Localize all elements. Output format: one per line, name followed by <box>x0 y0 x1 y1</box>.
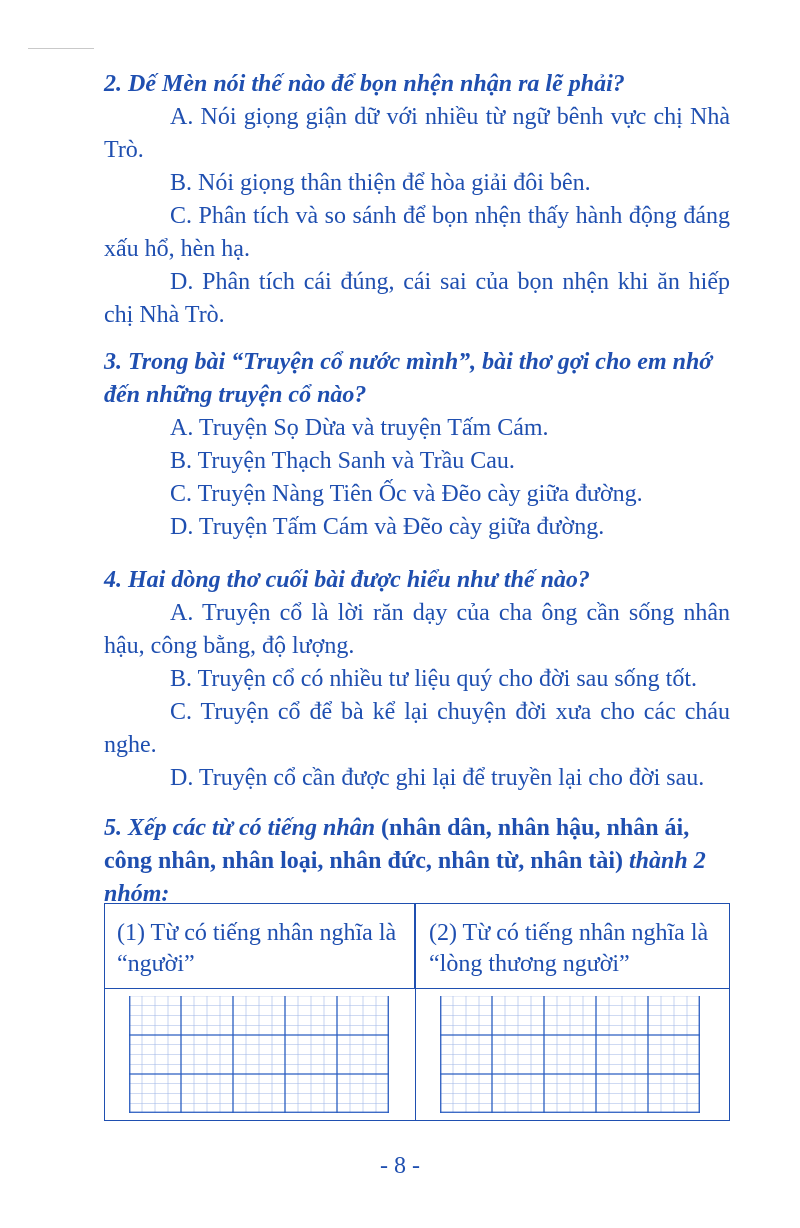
question-2-option-b: B. Nói giọng thân thiện để hòa giải đôi bên. <box>170 170 591 196</box>
table-header-col1: (1) Từ có tiếng nhân nghĩa là “người” <box>105 904 415 988</box>
question-3-option-c: C. Truyện Nàng Tiên Ốc và Đẽo cày giữa đường. <box>170 481 643 507</box>
question-4-option-d: D. Truyện cổ cần được ghi lại để truyền lại cho đời sau. <box>170 765 705 791</box>
table-header-col2: (2) Từ có tiếng nhân nghĩa là “lòng thương người” <box>429 920 709 977</box>
question-2-text: 2. Dế Mèn nói thế nào để bọn nhện nhận ra lẽ phải? <box>104 71 625 97</box>
question-5-suffix: thành 2 nhóm: <box>104 848 706 907</box>
question-2 <box>104 68 730 332</box>
question-3-option-b: B. Truyện Thạch Sanh và Trầu Cau. <box>170 448 515 474</box>
question-4 <box>104 564 730 795</box>
table-column-divider <box>415 904 416 1120</box>
answer-table <box>104 903 730 1121</box>
question-5-prefix: 5. Xếp các từ có tiếng nhân <box>104 815 382 841</box>
question-3-option-d: D. Truyện Tấm Cám và Đẽo cày giữa đường. <box>170 514 605 540</box>
table-header-divider <box>105 988 729 989</box>
writing-grid-col1-lines <box>129 996 389 1113</box>
question-4-option-c: C. Truyện cổ để bà kể lại chuyện đời xưa cho các cháu nghe. <box>104 699 730 758</box>
question-4-option-b: B. Truyện cổ có nhiều tư liệu quý cho đời sau sống tốt. <box>170 666 698 692</box>
question-4-text: 4. Hai dòng thơ cuối bài được hiểu như thế nào? <box>104 567 590 593</box>
writing-grid-col2[interactable] <box>440 996 700 1113</box>
top-edge-line <box>28 48 94 49</box>
question-5-text <box>104 812 730 911</box>
question-2-option-c: C. Phân tích và so sánh để bọn nhện thấy hành động đáng xấu hổ, hèn hạ. <box>104 203 730 262</box>
question-2-option-a: A. Nói giọng giận dữ với nhiều từ ngữ bênh vực chị Nhà Trò. <box>104 104 730 163</box>
question-5 <box>104 812 730 911</box>
question-5-word-list: (nhân dân, nhân hậu, nhân ái, công nhân, nhân loại, nhân đức, nhân từ, nhân tài) <box>104 815 690 874</box>
writing-grid-col1[interactable] <box>129 996 389 1113</box>
question-3 <box>104 346 730 544</box>
question-3-text: 3. Trong bài “Truyện cổ nước mình”, bài thơ gợi cho em nhớ đến những truyện cổ nào? <box>104 349 713 408</box>
page-number: - 8 - <box>380 1153 420 1179</box>
question-4-option-a: A. Truyện cổ là lời răn dạy của cha ông cần sống nhân hậu, công bằng, độ lượng. <box>104 600 730 659</box>
writing-grid-col2-lines <box>440 996 700 1113</box>
question-3-option-a: A. Truyện Sọ Dừa và truyện Tấm Cám. <box>170 415 549 441</box>
question-2-option-d: D. Phân tích cái đúng, cái sai của bọn nhện khi ăn hiếp chị Nhà Trò. <box>104 269 730 328</box>
